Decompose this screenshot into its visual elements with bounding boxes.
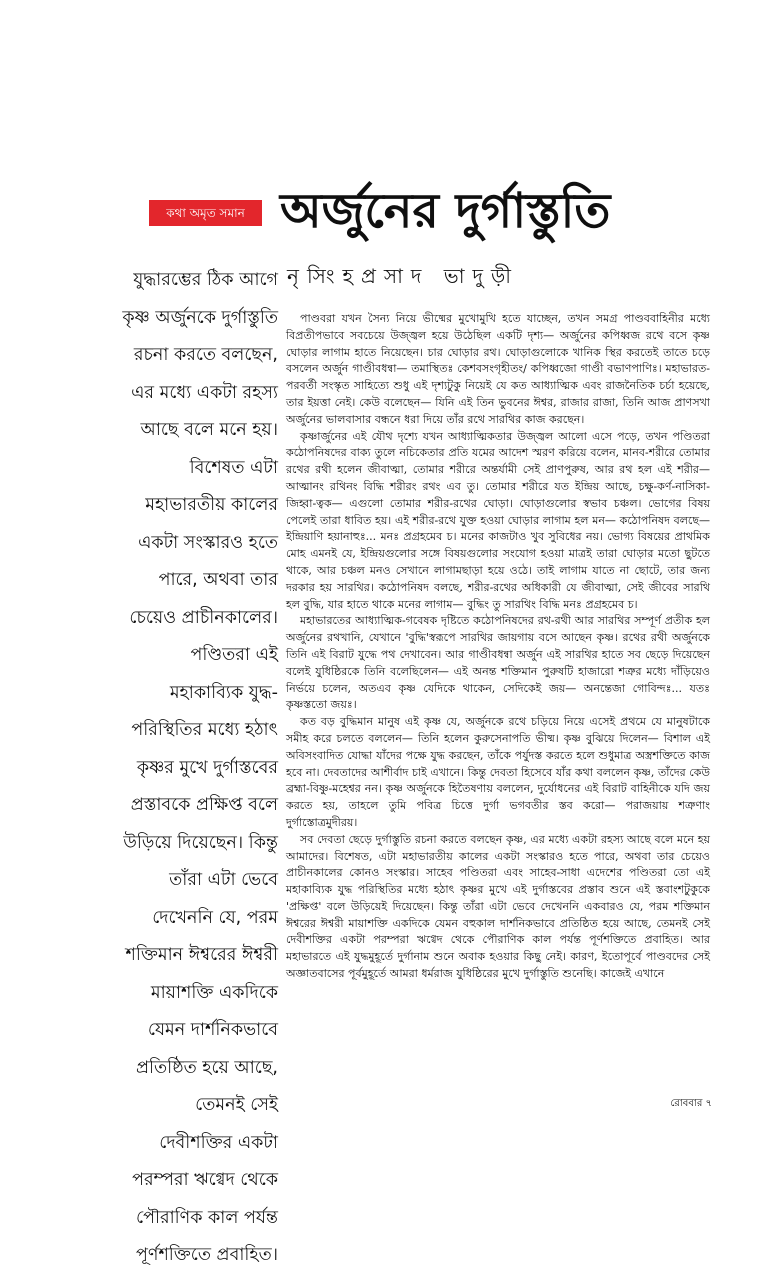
pull-quote-line: মহাকাব্যিক যুদ্ধ- — [169, 682, 278, 703]
pull-quote-line: যেমন দার্শনিকভাবে — [147, 1020, 278, 1040]
pull-quote-line: এর মধ্যে একটা রহস্য — [131, 382, 278, 403]
pull-quote-line: একটা সংস্কারও হতে — [138, 532, 278, 553]
body-paragraph: কত বড় বুদ্ধিমান মানুষ এই কৃষ্ণ যে, অর্জুনকে রথে চড়িয়ে নিয়ে এসেই প্রথমে যে মানুষটাকে সমীহ করে চলতে বললেন— তিনি হলেন কুরুসেনাপতি ভীষ্ম। কৃষ্ণ বুঝিয়ে দিলেন— বিশাল এই অবিসংবাদিত যোদ্ধা যাঁদের পক্ষে যুদ্ধ করছেন, তাঁকে পর্যুদস্ত করতে হলে শুধুমাত্র অস্ত্রশক্তিতে কাজ হবে না। দেবতাদের আশীর্বাদ চাই এখানে। কিন্তু দেবতা হিসেবে যাঁর কথা বললেন কৃষ্ণ, তাঁদের কেউ ব্রহ্মা-বিষ্ণু-মহেশ্বর নন। কৃষ্ণ অর্জুনকে হিতৈষণায় বললেন, দুর্যোধনের এই বিরাট বাহিনীকে যদি জয় করতে হয়, তাহলে তুমি পবিত্র চিত্তে দুর্গা ভগবতীর স্তব করো— পরাজয়ায় শত্রুণাং দুর্গাস্তোত্রমুদীরয়। — [286, 715, 710, 829]
article-title: অর্জুনের দুর্গাস্তুতি — [280, 183, 611, 239]
body-paragraph: সব দেবতা ছেড়ে দুর্গাস্তুতি রচনা করতে বলছেন কৃষ্ণ, এর মধ্যে একটা রহস্য আছে বলে মনে হয় আমাদের। বিশেষত, এটা মহাভারতীয় কালের একটা সংস্কারও হতে পারে, অথবা তার চেয়েও প্রাচীনকালের কোনও সংস্কার। সাহেব পণ্ডিতরা এবং সাহেব-সাধা এদেশের পণ্ডিতরা তো এই মহাকাব্যিক যুদ্ধ পরিস্থিতির মধ্যে হঠাৎ কৃষ্ণর মুখে এই দুর্গাস্তবের প্রস্তাব শুনে এই স্তবাংশটুকুকে 'প্রক্ষিপ্ত' বলে উড়িয়েই দিয়েছেন। কিন্তু তাঁরা এটা ভেবে দেখেননি একবারও যে, পরম শক্তিমান ঈশ্বরের ঈশ্বরী মায়াশক্তি একদিকে যেমন বহুকাল দার্শনিকভাবে প্রতিষ্ঠিত হয়ে আছে, তেমনই সেই দেবীশক্তির একটা পরম্পরা ঋগ্বেদ থেকে পৌরাণিক কাল পর্যন্ত পূর্ণশক্তিতে প্রবাহিত। আর মহাভারতে এই যুদ্ধমুহূর্তে দুর্গানাম শুনে অবাক হওয়ার কিছু নেই। কারণ, ইতোপূর্বে পাণ্ডবদের সেই অজ্ঞাতবাসের পূর্বমুহূর্তে আমরা ধর্মরাজ যুধিষ্ঠিরের মুখে দুর্গাস্তুতি শুনেছি। কাজেই এখানে — [286, 832, 710, 981]
pull-quote-line: আছে বলে মনে হয়। — [140, 420, 278, 440]
pull-quote-line: পরিস্থিতির মধ্যে হঠাৎ — [131, 720, 278, 740]
body-paragraph: মহাভারতের আধ্যাত্মিক-গবেষক দৃষ্টিতে কঠোপনিষদের রথ-রথী আর সারথির সম্পূর্ণ প্রতীক হল অর্জুনের রথখানি, যেখানে 'বুদ্ধি'স্বরূপে সারথির জায়গায় বসে আছেন কৃষ্ণ। রথের রথী অর্জুনকে তিনি এই বিরাট যুদ্ধে পথ দেখাবেন। আর গাণ্ডীবধন্বা অর্জুন এই সারথির হাতে সব ছেড়ে দিয়েছেন বলেই যুধিষ্ঠিরকে তিনি বলেছিলেন— এই অনন্ত শক্তিমান পুরুষটি হাজারো শত্রুর মধ্যে দাঁড়িয়েও নির্ভয়ে চলেন, অতএব কৃষ্ণ যেদিকে থাকেন, সেদিকেই জয়— অনন্তেজা গোবিন্দঃ... যতঃ কৃষ্ণস্ততো জয়ঃ। — [286, 614, 710, 712]
pull-quote-line: চেয়েও প্রাচীনকালের। — [129, 607, 278, 628]
pull-quote-line: পরম্পরা ঋগ্বেদ থেকে — [132, 1170, 278, 1190]
pull-quote-line: পণ্ডিতরা এই — [190, 645, 278, 665]
pull-quote-line: প্রস্তাবকে প্রক্ষিপ্ত বলে — [130, 795, 278, 815]
pull-quote-line: প্রতিষ্ঠিত হয়ে আছে, — [135, 1057, 278, 1078]
author-byline: নৃসিংহপ্রসাদ ভাদুড়ী — [287, 264, 520, 288]
pull-quote-line: রচনা করতে বলছেন, — [133, 345, 278, 365]
pull-quote-line: তাঁরা এটা ভেবে — [169, 870, 278, 890]
column-tag: কথা অমৃত সমান — [149, 200, 262, 226]
pull-quote-line: পারে, অথবা তার — [158, 570, 278, 590]
pull-quote — [60, 262, 278, 1275]
article-body — [286, 311, 710, 983]
pull-quote-line: তেমনই সেই — [195, 1095, 278, 1115]
pull-quote-line: মায়াশক্তি একদিকে — [150, 982, 278, 1003]
pull-quote-line: কৃষ্ণর মুখে দুর্গাস্তবের — [136, 757, 278, 778]
pull-quote-line: দেবীশক্তির একটা — [159, 1132, 278, 1153]
pull-quote-line: উড়িয়ে দিয়েছেন। কিন্তু — [123, 832, 278, 853]
pull-quote-line: যুদ্ধারম্ভের ঠিক আগে — [133, 270, 278, 290]
body-paragraph: পাণ্ডবরা যখন সৈন্য নিয়ে ভীষ্মের মুখোমুখি হতে যাচ্ছেন, তখন সমগ্র পাণ্ডববাহিনীর মধ্যে বিপ্রতীপভাবে সবচেয়ে উজ্জ্বল হয়ে উঠেছিল একটি দৃশ্য— অর্জুনের কপিধ্বজ রথে বসে কৃষ্ণ ঘোড়ার লাগাম হাতে নিয়েছেন। চার ঘোড়ার রথ। ঘোড়াগুলোকে খানিক স্থির করতেই তাতে চড়ে বসলেন অর্জুন গাণ্ডীবধন্বা— তমাস্থিতঃ কেশবসংগৃহীতং/ কপিধ্বজো গাণ্ডী বভাণপাণিঃ। মহাভারত-পরবর্তী সংস্কৃত সাহিত্যে শুধু এই দৃশ্যটুকু নিয়েই যে কত আধ্যাত্মিক এবং রাজনৈতিক চর্চা হয়েছে, তার ইয়ত্তা নেই। কেউ বলেছেন— যিনি এই তিন ভুবনের ঈশ্বর, রাজার রাজা, তিনি আজ প্রাণসখা অর্জুনের ভালবাসার বন্ধনে ধরা দিয়ে তাঁর রথে সারথির কাজ করছেন। — [286, 312, 710, 426]
pull-quote-line: বিশেষত এটা — [189, 457, 278, 478]
pull-quote-line: কৃষ্ণ অর্জুনকে দুর্গাস্তুতি — [122, 307, 278, 328]
pull-quote-line: মহাভারতীয় কালের — [145, 495, 278, 515]
pull-quote-line: শক্তিমান ঈশ্বরের ঈশ্বরী — [125, 945, 278, 965]
pull-quote-line: দেখেননি যে, পরম — [152, 907, 278, 928]
body-paragraph: কৃষ্ণার্জুনের এই যৌথ দৃশ্যে যখন আধ্যাত্মিকতার উজ্জ্বল আলো এসে পড়ে, তখন পণ্ডিতরা কঠোপনিষদের বাক্য তুলে নচিকেতার প্রতি যমের আদেশ স্মরণ করিয়ে বলেন, মানব-শরীরে তোমার রথের রথী হলেন জীবাত্মা, তোমার শরীরে অন্তর্যামী সেই প্রাণপুরুষ, আর রথ হল এই শরীর— আত্মানং রথিনং বিদ্ধি শরীরং রথং এব তু। তোমার শরীরে যত ইন্দ্রিয় আছে, চক্ষু-কর্ণ-নাসিকা-জিহ্বা-ত্বক— এগুলো তোমার শরীর-রথের ঘোড়া। ঘোড়াগুলোর স্বভাব চঞ্চল। ভোগের বিষয় পেলেই তারা ধাবিত হয়। এই শরীর-রথে যুক্ত হওয়া ঘোড়ার লাগাম হল মন— কঠোপনিষদ বলছে— ইন্দ্রিয়াণি হয়ানাহুঃ... মনঃ প্রগ্রহমেব চ। মনের কাজটাও খুব সুবিধের নয়। ভোগ্য বিষয়ের প্রাথমিক মোহ এমনই যে, ইন্দ্রিয়গুলোর সঙ্গে বিষয়গুলোর সংযোগ হওয়া মাত্রই তারা ঘোড়ার মতো ছুটতে থাকে, আর চঞ্চল মনও সেখানে লাগামছাড়া হয়ে ওঠে। তাই লাগাম যাতে না ছোটে, তার জন্য দরকার হয় সারথির। কঠোপনিষদ বলছে, শরীর-রথের অধিকারী যে জীবাত্মা, সেই জীবের সারথি হল বুদ্ধি, যার হাতে থাকে মনের লাগাম— বুদ্ধিং তু সারথিং বিদ্ধি মনঃ প্রগ্রহমেব চ। — [286, 429, 710, 611]
pull-quote-line: পৌরাণিক কাল পর্যন্ত — [135, 1207, 278, 1228]
page-folio: রোববার ৭ — [670, 1098, 712, 1109]
pull-quote-line: পূর্ণশক্তিতে প্রবাহিত। — [135, 1245, 278, 1265]
